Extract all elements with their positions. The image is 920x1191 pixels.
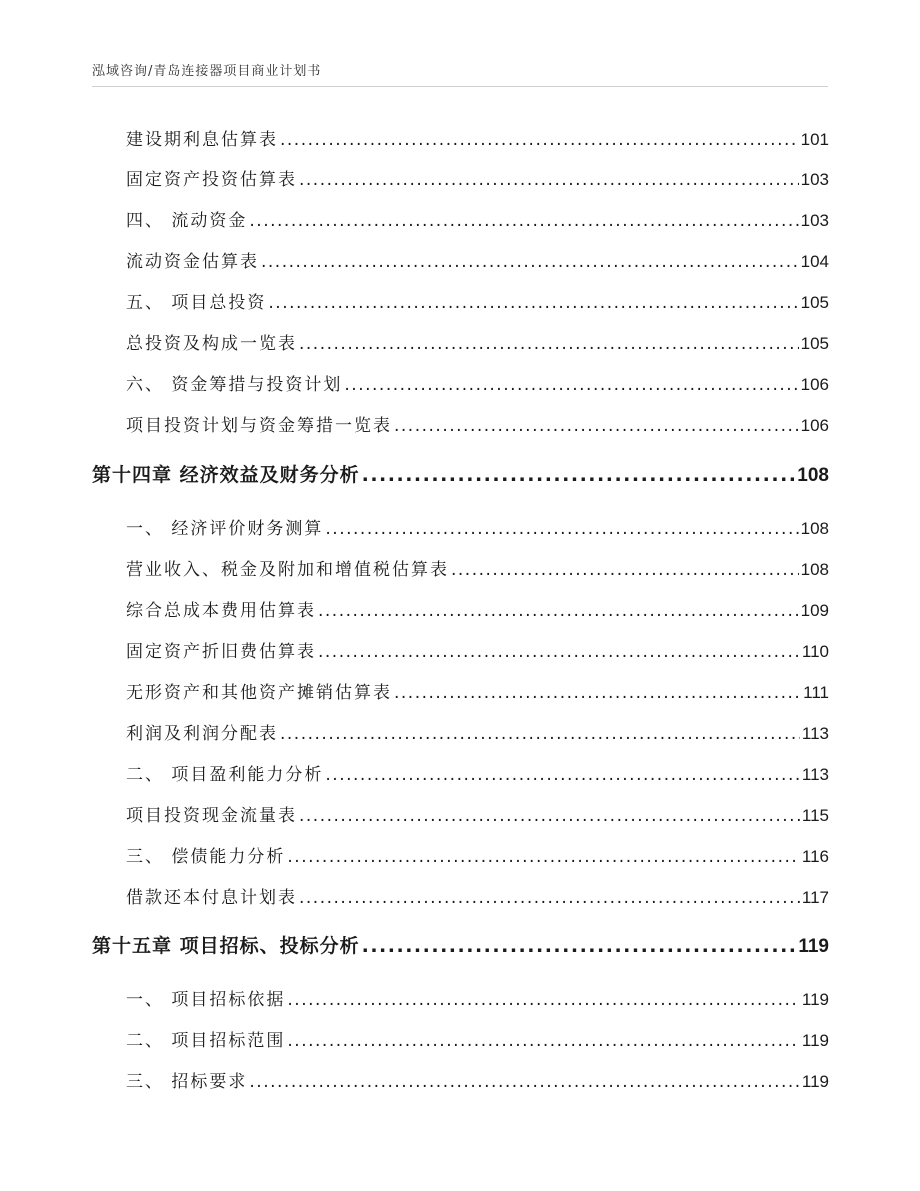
- toc-dot-leader: [344, 375, 798, 395]
- toc-dot-leader: [325, 765, 799, 785]
- toc-entry-page: 110: [801, 642, 829, 661]
- toc-entry[interactable]: [0, 370, 920, 394]
- toc-dot-leader: [249, 1072, 799, 1092]
- toc-entry-title: 一、 项目招标依据: [126, 990, 286, 1010]
- toc-entry[interactable]: [0, 288, 920, 312]
- toc-entry[interactable]: [0, 719, 920, 743]
- toc-entry[interactable]: [0, 206, 920, 230]
- toc-entry[interactable]: [0, 1067, 920, 1091]
- toc-chapter-title: 第十四章 经济效益及财务分析: [92, 464, 360, 486]
- toc-entry-title: 三、 偿债能力分析: [126, 847, 286, 867]
- toc-dot-leader: [280, 130, 799, 150]
- toc-entry-page: 101: [800, 130, 829, 149]
- toc-entry-page: 111: [803, 683, 829, 702]
- toc-dot-leader: [299, 888, 800, 908]
- toc-entry-page: 104: [800, 252, 829, 271]
- toc-entry-title: 借款还本付息计划表: [126, 888, 297, 908]
- toc-entry-page: 108: [800, 519, 829, 538]
- toc-dot-leader: [394, 683, 801, 703]
- toc-entry-title: 综合总成本费用估算表: [126, 601, 316, 621]
- toc-entry-page: 105: [800, 334, 829, 353]
- toc-entry-title: 利润及利润分配表: [126, 724, 278, 744]
- toc-entry-page: 108: [800, 560, 829, 579]
- toc-entry-title: 建设期利息估算表: [126, 130, 278, 150]
- toc-dot-leader: [287, 1031, 799, 1051]
- toc-entry-title: 二、 项目盈利能力分析: [126, 765, 324, 785]
- toc-entry[interactable]: [0, 678, 920, 702]
- toc-entry-page: 105: [800, 293, 829, 312]
- toc-dot-leader: [318, 642, 800, 662]
- toc-entry-title: 五、 项目总投资: [126, 293, 267, 313]
- toc-entry-page: 103: [800, 170, 829, 189]
- toc-entry[interactable]: [0, 637, 920, 661]
- toc-dot-leader: [318, 601, 799, 621]
- toc-chapter-page: 108: [797, 465, 829, 486]
- toc-dot-leader: [249, 211, 798, 231]
- toc-entry[interactable]: [0, 801, 920, 825]
- toc-entry-title: 一、 经济评价财务测算: [126, 519, 324, 539]
- toc-entry-page: 116: [801, 847, 829, 866]
- toc-dot-leader: [299, 806, 800, 826]
- toc-entry-page: 119: [801, 990, 829, 1009]
- toc-entry-page: 119: [801, 1072, 829, 1091]
- toc-entry-title: 营业收入、税金及附加和增值税估算表: [126, 560, 449, 580]
- toc-entry-title: 固定资产投资估算表: [126, 170, 297, 190]
- toc-entry-page: 113: [801, 765, 829, 784]
- toc-dot-leader: [325, 519, 798, 539]
- toc-entry-page: 117: [801, 888, 829, 907]
- toc-entry[interactable]: [0, 411, 920, 435]
- toc-dot-leader: [261, 252, 799, 272]
- toc-entry[interactable]: [0, 125, 920, 149]
- toc-entry[interactable]: [0, 760, 920, 784]
- toc-entry-page: 109: [800, 601, 829, 620]
- toc-chapter-entry[interactable]: [0, 931, 920, 957]
- toc-entry-page: 119: [801, 1031, 829, 1050]
- toc-entry[interactable]: [0, 842, 920, 866]
- page-header: 泓域咨询/青岛连接器项目商业计划书: [92, 64, 322, 79]
- toc-entry-title: 项目投资计划与资金筹措一览表: [126, 416, 392, 436]
- toc-dot-leader: [287, 990, 799, 1010]
- toc-entry[interactable]: [0, 165, 920, 189]
- toc-entry-title: 三、 招标要求: [126, 1072, 248, 1092]
- toc-chapter-entry[interactable]: [0, 460, 920, 486]
- toc-dot-leader: [280, 724, 800, 744]
- toc-entry-title: 流动资金估算表: [126, 252, 259, 272]
- toc-chapter-title: 第十五章 项目招标、投标分析: [92, 935, 360, 957]
- toc-entry[interactable]: [0, 1026, 920, 1050]
- toc-entry-page: 106: [800, 375, 829, 394]
- toc-entry[interactable]: [0, 247, 920, 271]
- toc-entry[interactable]: [0, 514, 920, 538]
- toc-entry-title: 四、 流动资金: [126, 211, 248, 231]
- toc-entry-title: 无形资产和其他资产摊销估算表: [126, 683, 392, 703]
- toc-dot-leader: [394, 416, 799, 436]
- toc-entry-page: 115: [801, 806, 829, 825]
- toc-entry-page: 106: [800, 416, 829, 435]
- toc-entry-title: 二、 项目招标范围: [126, 1031, 286, 1051]
- toc-dot-leader: [362, 464, 796, 486]
- toc-dot-leader: [451, 560, 799, 580]
- toc-entry-title: 固定资产折旧费估算表: [126, 642, 316, 662]
- toc-entry-title: 六、 资金筹措与投资计划: [126, 375, 343, 395]
- toc-dot-leader: [268, 293, 798, 313]
- toc-chapter-page: 119: [798, 936, 829, 957]
- toc-entry-title: 总投资及构成一览表: [126, 334, 297, 354]
- toc-dot-leader: [287, 847, 799, 867]
- toc-entry[interactable]: [0, 555, 920, 579]
- toc-entry[interactable]: [0, 329, 920, 353]
- toc-dot-leader: [299, 334, 799, 354]
- toc-entry[interactable]: [0, 985, 920, 1009]
- toc-entry-page: 113: [801, 724, 829, 743]
- toc-dot-leader: [299, 170, 799, 190]
- toc-dot-leader: [362, 935, 797, 957]
- header-divider: [92, 86, 828, 87]
- toc-entry-title: 项目投资现金流量表: [126, 806, 297, 826]
- toc-entry[interactable]: [0, 883, 920, 907]
- toc-entry[interactable]: [0, 596, 920, 620]
- toc-entry-page: 103: [800, 211, 829, 230]
